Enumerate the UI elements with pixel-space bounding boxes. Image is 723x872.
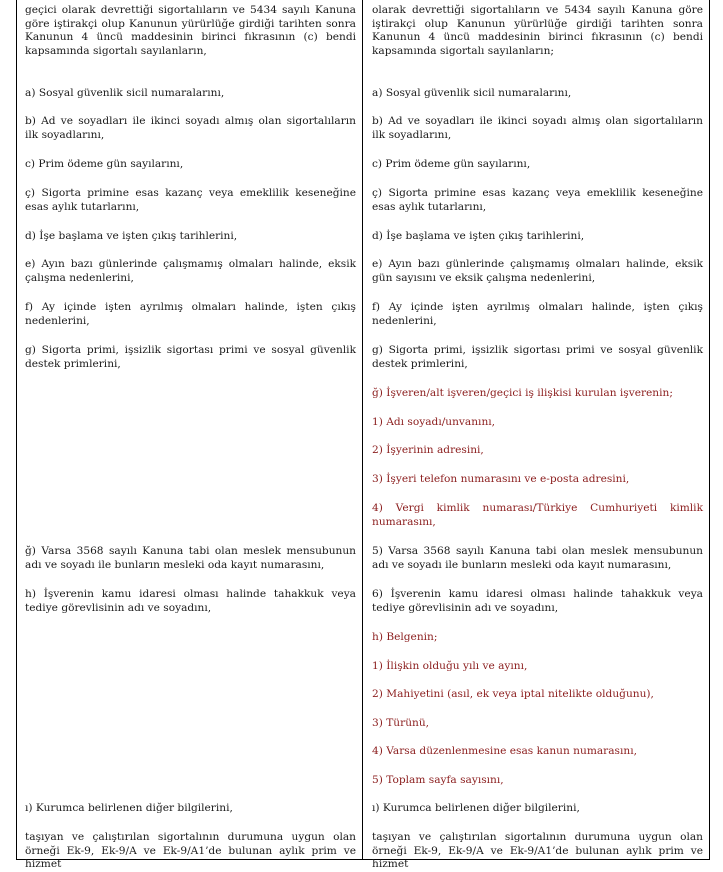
left-paragraph: g) Sigorta primi, işsizlik sigortası primi ve sosyal güvenlik destek primlerini, — [25, 344, 356, 370]
left-paragraph: taşıyan ve çalıştırılan sigortalının durumuna uygun olan örneği Ek-9, Ek-9/A ve Ek-9/A1’de bulunan aylık prim ve hizmet — [25, 831, 356, 871]
right-paragraph: 6) İşverenin kamu idaresi olması halinde tahakkuk veya tediye görevlisinin adı ve soyadını, — [372, 588, 703, 614]
table-divider — [362, 0, 363, 860]
left-paragraph: e) Ayın bazı günlerinde çalışmamış olmaları halinde, eksik çalışma nedenlerini, — [25, 258, 356, 284]
right-paragraph: 4) Vergi kimlik numarası/Türkiye Cumhuriyeti kimlik numarasını, — [372, 502, 703, 528]
right-paragraph: d) İşe başlama ve işten çıkış tarihlerini, — [372, 230, 585, 242]
left-paragraph: ı) Kurumca belirlenen diğer bilgilerini, — [25, 802, 233, 814]
right-paragraph: 1) İlişkin olduğu yılı ve ayını, — [372, 660, 528, 672]
left-paragraph: f) Ay içinde işten ayrılmış olmaları halinde, işten çıkış nedenlerini, — [25, 301, 356, 327]
left-column — [25, 0, 356, 869]
table-border-left — [16, 0, 17, 860]
right-paragraph: taşıyan ve çalıştırılan sigortalının durumuna uygun olan örneği Ek-9, Ek-9/A ve Ek-9/A1’de bulunan aylık prim ve hizmet — [372, 831, 703, 871]
left-paragraph: c) Prim ödeme gün sayılarını, — [25, 158, 184, 170]
right-paragraph: 3) Türünü, — [372, 717, 430, 729]
right-paragraph: 2) İşyerinin adresini, — [372, 444, 484, 456]
right-paragraph: 5) Toplam sayfa sayısını, — [372, 774, 504, 786]
right-paragraph: g) Sigorta primi, işsizlik sigortası primi ve sosyal güvenlik destek primlerini, — [372, 344, 703, 370]
right-paragraph: ç) Sigorta primine esas kazanç veya emeklilik keseneğine esas aylık tutarlarını, — [372, 187, 703, 213]
left-paragraph: geçici olarak devrettiği sigortalıların ve 5434 sayılı Kanuna göre iştirakçi olup Kanunun yürürlüğe girdiği tarihten sonra Kanunun 4 üncü maddesinin birinci fıkrasının (c) bendi kapsamında sigortalı sayılanların, — [25, 4, 356, 58]
left-paragraph: b) Ad ve soyadları ile ikinci soyadı almış olan sigortalıların ilk soyadlarını, — [25, 115, 356, 141]
right-paragraph: 2) Mahiyetini (asıl, ek veya iptal nitelikte olduğunu), — [372, 688, 654, 700]
left-paragraph: a) Sosyal güvenlik sicil numaralarını, — [25, 87, 225, 99]
left-paragraph: ç) Sigorta primine esas kazanç veya emeklilik keseneğine esas aylık tutarlarını, — [25, 187, 356, 213]
right-paragraph: 4) Varsa düzenlenmesine esas kanun numarasını, — [372, 745, 637, 757]
right-paragraph: 1) Adı soyadı/unvanını, — [372, 416, 496, 428]
right-paragraph: f) Ay içinde işten ayrılmış olmaları halinde, işten çıkış nedenlerini, — [372, 301, 703, 327]
table-border-right — [709, 0, 710, 860]
right-paragraph: b) Ad ve soyadları ile ikinci soyadı almış olan sigortalıların ilk soyadlarını, — [372, 115, 703, 141]
left-paragraph: h) İşverenin kamu idaresi olması halinde tahakkuk veya tediye görevlisinin adı ve soyadını, — [25, 588, 356, 614]
right-paragraph: olarak devrettiği sigortalıların ve 5434 sayılı Kanuna göre iştirakçi olup Kanunun yürürlüğe girdiği tarihten sonra Kanunun 4 üncü maddesinin birinci fıkrasının (c) bendi kapsamında sigortalı sayılanların; — [372, 4, 703, 58]
right-paragraph: e) Ayın bazı günlerinde çalışmamış olmaları halinde, eksik gün sayısını ve eksik çalışma nedenlerini, — [372, 258, 703, 284]
right-paragraph: h) Belgenin; — [372, 631, 438, 643]
right-paragraph: 5) Varsa 3568 sayılı Kanuna tabi olan meslek mensubunun adı ve soyadı ile bunların mesleki oda kayıt numarasını, — [372, 545, 703, 571]
left-paragraph: d) İşe başlama ve işten çıkış tarihlerini, — [25, 230, 238, 242]
right-paragraph: ı) Kurumca belirlenen diğer bilgilerini, — [372, 802, 580, 814]
right-paragraph: ğ) İşveren/alt işveren/geçici iş ilişkisi kurulan işverenin; — [372, 387, 673, 399]
right-paragraph: 3) İşyeri telefon numarasını ve e-posta adresini, — [372, 473, 630, 485]
right-column — [372, 0, 703, 869]
right-paragraph: c) Prim ödeme gün sayılarını, — [372, 158, 531, 170]
right-paragraph: a) Sosyal güvenlik sicil numaralarını, — [372, 87, 572, 99]
left-paragraph: ğ) Varsa 3568 sayılı Kanuna tabi olan meslek mensubunun adı ve soyadı ile bunların mesleki oda kayıt numarasını, — [25, 545, 356, 571]
